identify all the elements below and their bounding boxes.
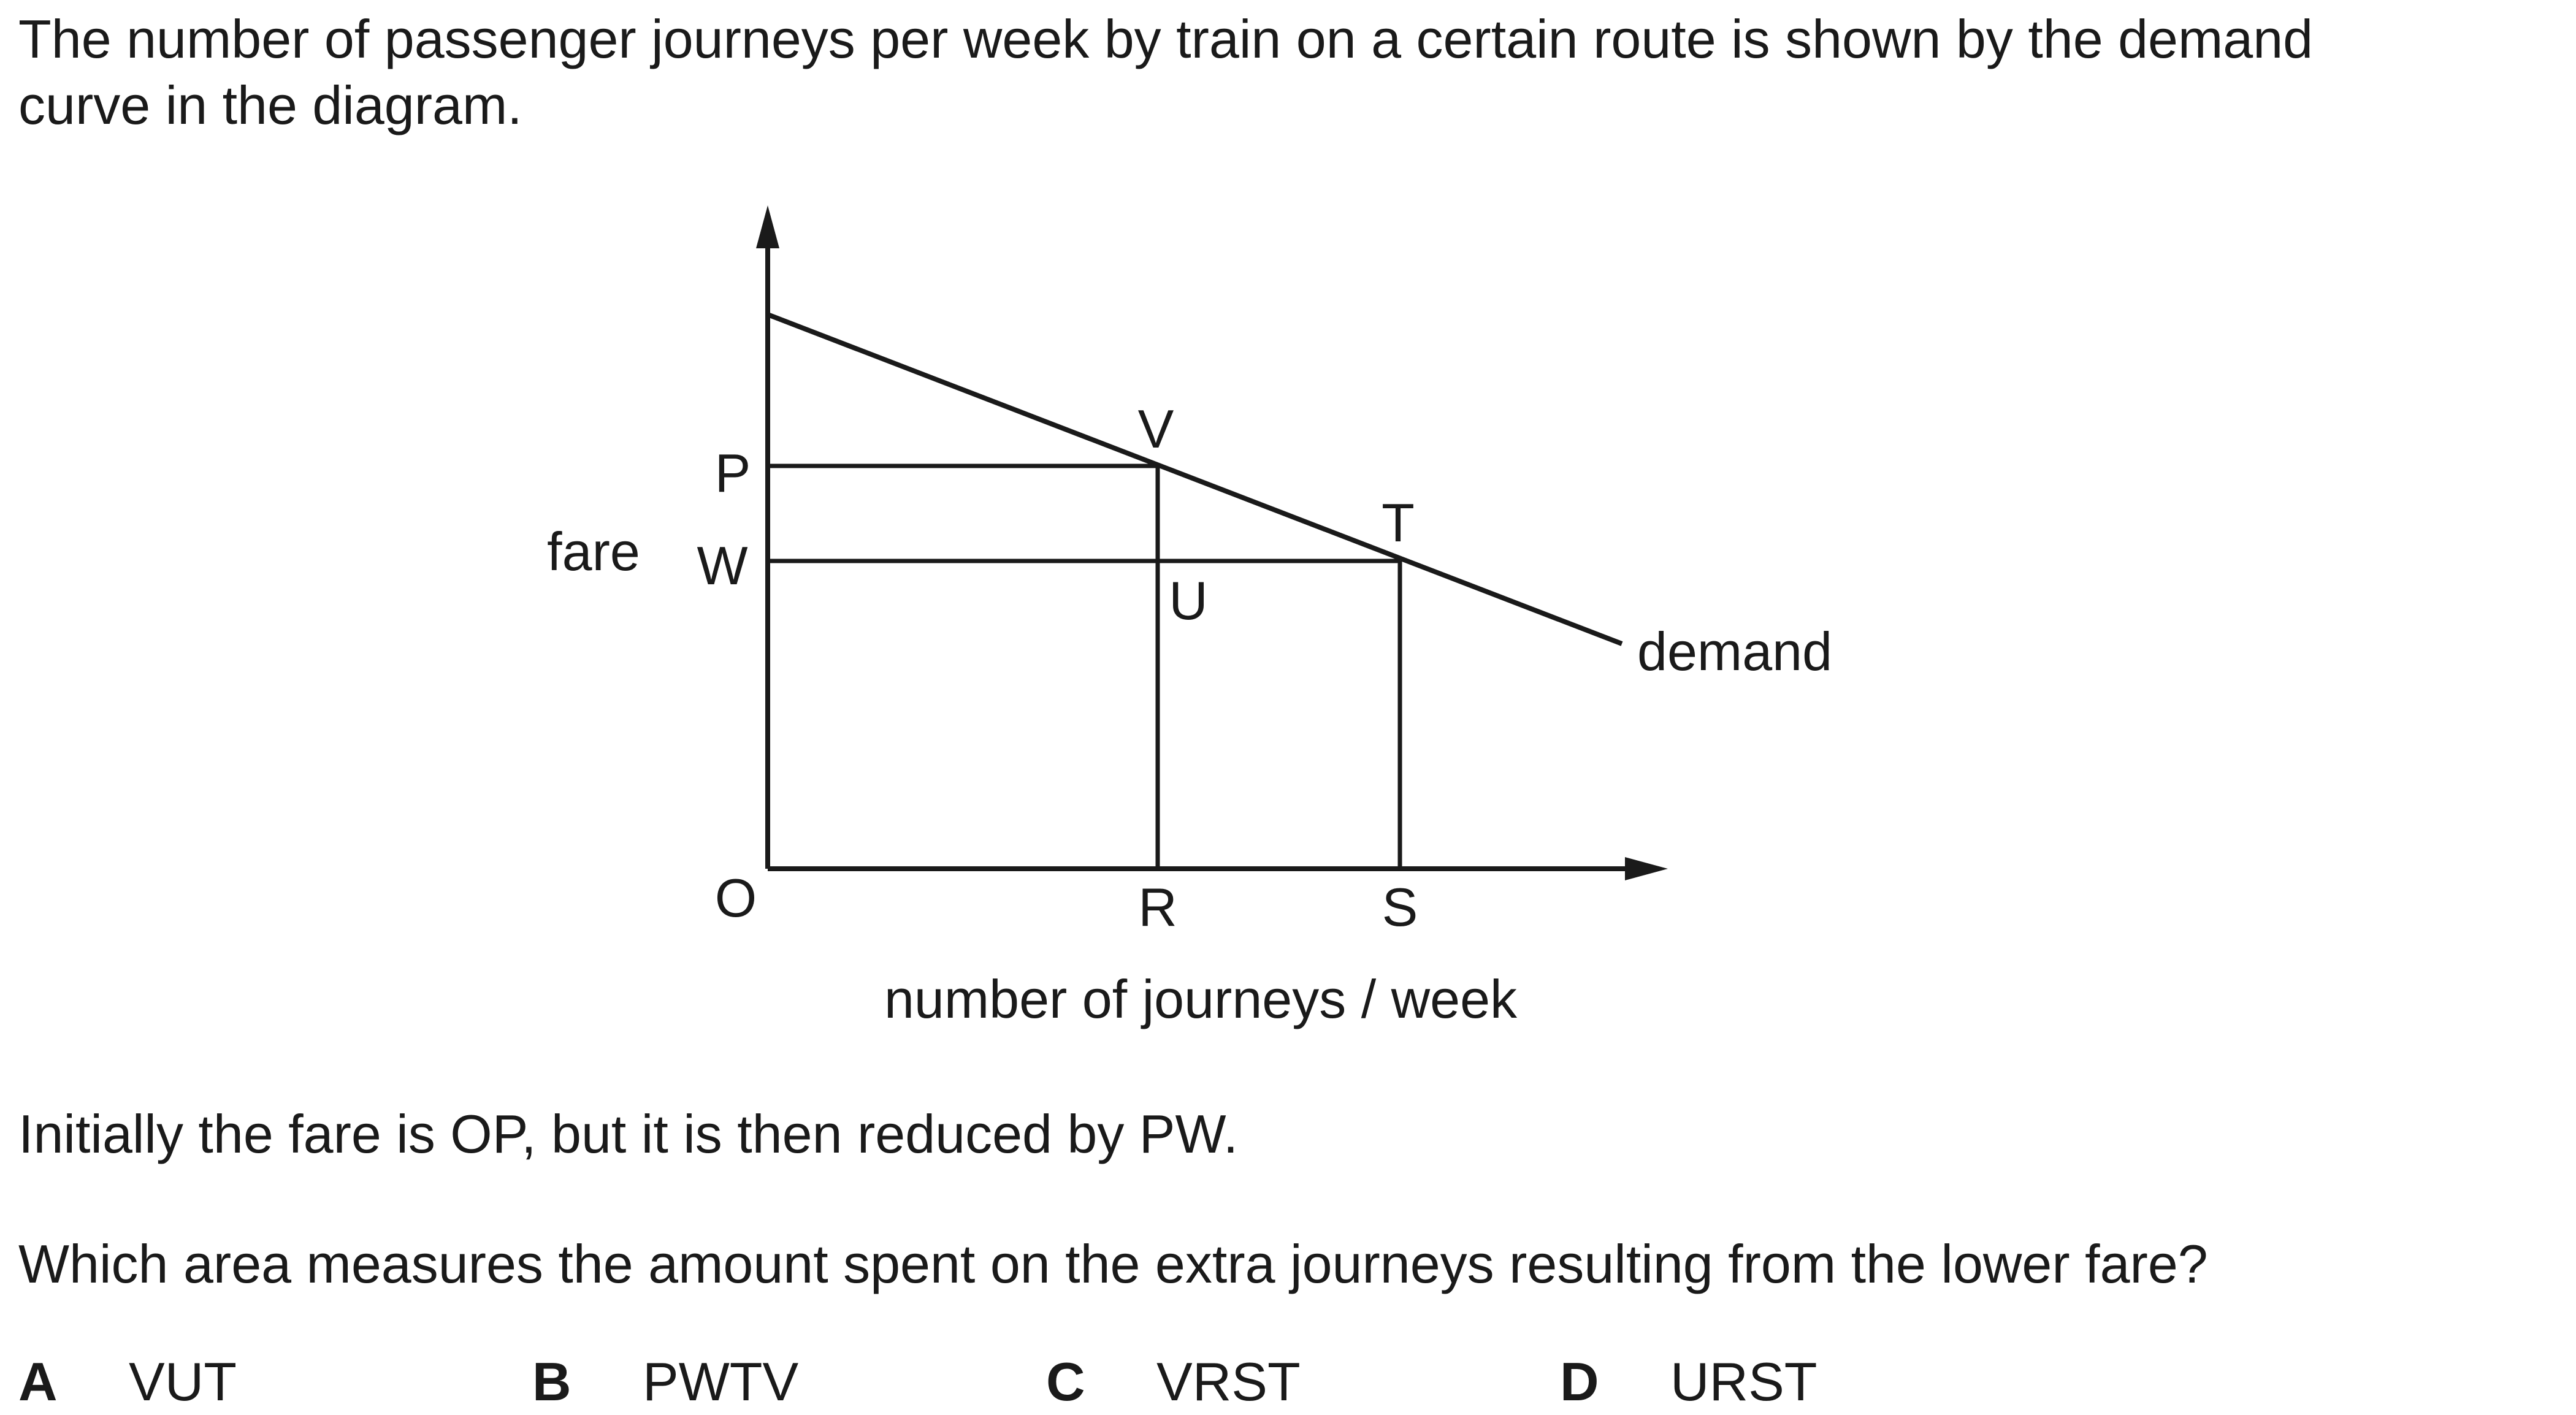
option-a-text: VUT [129,1351,237,1412]
question-intro-line1: The number of passenger journeys per week by train on a certain route is shown by the demand [18,9,2314,69]
option-b-letter: B [532,1351,571,1412]
label-u: U [1169,570,1208,631]
question-intro-line2: curve in the diagram. [18,75,522,135]
label-t: T [1382,492,1415,553]
initial-fare-text: Initially the fare is OP, but it is then reduced by PW. [18,1104,1239,1164]
label-s: S [1382,877,1418,937]
x-axis-label: number of journeys / week [884,969,1518,1029]
label-p: P [714,443,751,503]
option-d-letter: D [1560,1351,1599,1412]
y-axis-arrowhead [756,205,779,248]
label-r: R [1138,877,1177,937]
label-v: V [1137,399,1174,459]
option-a-letter: A [18,1351,58,1412]
question-prompt: Which area measures the amount spent on the extra journeys resulting from the lower fare? [18,1234,2208,1294]
label-o: O [714,868,757,928]
option-d[interactable] [1560,1349,1817,1415]
option-b-text: PWTV [643,1351,799,1412]
demand-label: demand [1637,621,1833,682]
y-axis-label: fare [547,521,640,582]
option-c[interactable] [1046,1349,1301,1415]
x-axis-arrowhead [1625,857,1668,880]
option-d-text: URST [1670,1351,1817,1412]
label-w: W [697,535,748,596]
option-a[interactable] [18,1349,237,1415]
option-c-text: VRST [1156,1351,1301,1412]
option-b[interactable] [532,1349,798,1415]
option-c-letter: C [1046,1351,1085,1412]
